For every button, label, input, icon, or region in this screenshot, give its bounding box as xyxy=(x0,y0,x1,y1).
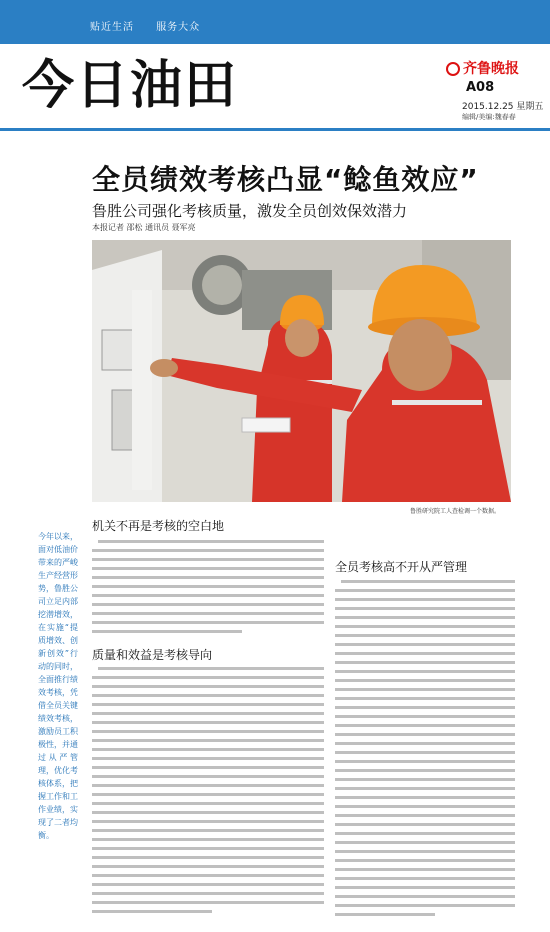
editor-credit: 编辑/美编:魏春春 xyxy=(462,113,516,121)
slogan-item: 服务大众 xyxy=(156,22,201,33)
body-text-block xyxy=(92,538,324,640)
masthead-title: 今日油田 xyxy=(22,55,239,116)
lead-sidebar: 今年以来，面对低油价带来的严峻生产经营形势，鲁胜公司立足内部挖潜增效，在实施“提质增效、创新创效”行动的同时，全面推行绩效考核，凭借全员关键绩效考核，激励员工积极性，并通过从严管理，优化考核体系，把握工作和工作业绩，实现了二者均衡。 xyxy=(38,532,78,840)
brand-logo-icon xyxy=(446,62,460,76)
section-title: 全员考核高不开从严管理 xyxy=(335,560,468,574)
article-headline: 全员绩效考核凸显“鲶鱼效应” xyxy=(92,163,479,196)
article-byline: 本报记者 邵松 通讯员 聂军亮 xyxy=(92,223,196,232)
slogan xyxy=(90,18,218,33)
article-subheadline: 鲁胜公司强化考核质量，激发全员创效保效潜力 xyxy=(92,202,408,220)
top-banner xyxy=(0,0,550,44)
brand-name: 齐鲁晚报 xyxy=(463,61,519,77)
header-divider xyxy=(0,128,550,131)
newspaper-brand xyxy=(446,58,519,78)
photo-caption: 鲁胜研究院工人查检调一个数据。 xyxy=(410,508,501,515)
section-title: 质量和效益是考核导向 xyxy=(92,648,213,662)
section-title: 机关不再是考核的空白地 xyxy=(92,519,225,533)
body-text-block xyxy=(335,578,515,928)
article-photo xyxy=(92,240,511,502)
body-text-block xyxy=(92,665,324,925)
photo-illustration xyxy=(92,240,511,502)
text-lines xyxy=(335,578,515,928)
slogan-item: 贴近生活 xyxy=(90,22,134,33)
text-lines xyxy=(92,665,324,925)
text-lines xyxy=(92,538,324,640)
issue-date: 2015.12.25 星期五 xyxy=(462,102,544,112)
page-number: A08 xyxy=(466,80,495,95)
